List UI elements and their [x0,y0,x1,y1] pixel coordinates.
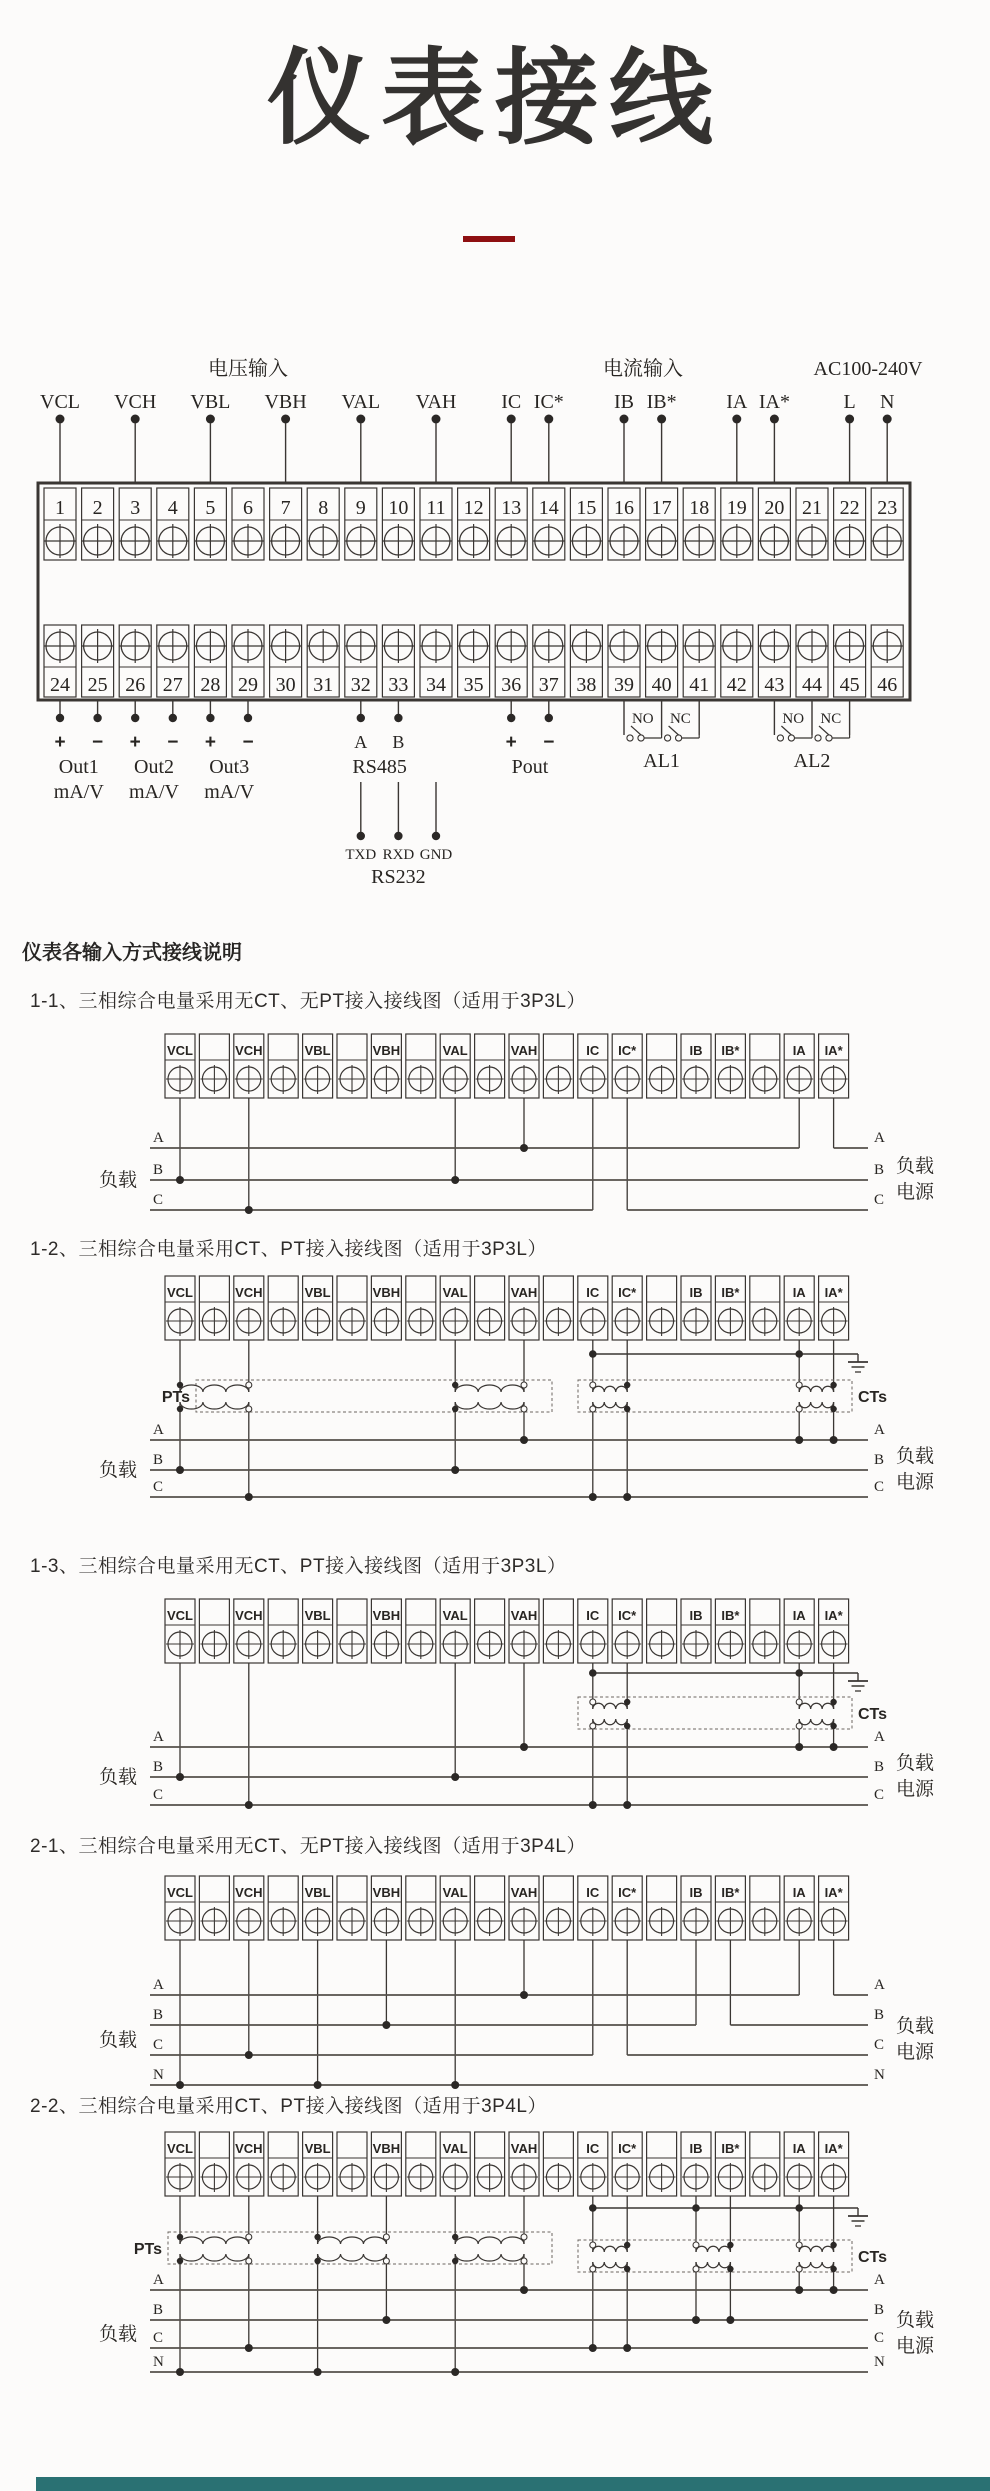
svg-text:2: 2 [92,497,103,519]
svg-text:VAH: VAH [510,1285,538,1300]
svg-text:29: 29 [238,674,258,696]
svg-text:IA: IA [726,391,748,413]
svg-text:电源: 电源 [896,1182,935,1203]
svg-text:B: B [392,732,405,752]
svg-text:1: 1 [55,497,65,519]
svg-text:VBH: VBH [372,1885,401,1900]
svg-text:负载: 负载 [98,1170,138,1191]
svg-text:36: 36 [501,674,522,696]
footer-accent-bar [36,2477,990,2491]
svg-text:VAL: VAL [442,2141,468,2156]
svg-text:IB*: IB* [721,1608,740,1623]
svg-text:N: N [879,391,895,413]
svg-text:B: B [874,1452,885,1468]
page-title: 仪表接线 [266,41,723,157]
svg-text:A: A [874,2272,885,2288]
svg-text:VBL: VBL [304,1885,331,1900]
svg-text:IA*: IA* [824,1285,843,1300]
svg-text:35: 35 [463,674,484,696]
title-accent-dash [463,236,515,242]
svg-text:IB: IB [614,391,634,413]
svg-text:N: N [153,2067,164,2083]
svg-text:IB: IB [689,2141,703,2156]
svg-text:IB*: IB* [721,1885,740,1900]
svg-text:B: B [153,1162,164,1178]
svg-text:负载: 负载 [896,1446,935,1467]
svg-text:VBL: VBL [304,1285,331,1300]
svg-text:B: B [874,2302,885,2318]
svg-text:−: − [167,732,179,753]
svg-text:A: A [153,2272,164,2288]
svg-text:IA: IA [792,1885,806,1900]
svg-text:VBL: VBL [304,1043,331,1058]
svg-text:IB: IB [689,1608,703,1623]
svg-text:VCH: VCH [235,1608,263,1623]
svg-text:44: 44 [802,674,822,696]
svg-text:VAL: VAL [442,1285,468,1300]
svg-text:AL1: AL1 [643,750,680,772]
svg-text:22: 22 [839,497,860,519]
svg-text:VBH: VBH [372,2141,401,2156]
svg-text:13: 13 [501,497,522,519]
svg-text:VAH: VAH [415,391,457,413]
svg-text:A: A [153,1130,164,1146]
svg-text:23: 23 [877,497,898,519]
svg-text:IA*: IA* [824,1608,843,1623]
diagram-1-2 [0,1262,990,1514]
svg-text:IB: IB [689,1043,703,1058]
svg-text:VCL: VCL [167,2141,193,2156]
svg-text:IB*: IB* [721,2141,740,2156]
svg-text:A: A [874,1729,885,1745]
svg-text:AL2: AL2 [793,750,831,772]
svg-text:VBL: VBL [190,391,231,413]
svg-text:IC*: IC* [618,1043,637,1058]
svg-text:VCL: VCL [167,1608,193,1623]
svg-text:27: 27 [162,674,183,696]
svg-text:16: 16 [614,497,634,519]
svg-text:VCH: VCH [235,1043,263,1058]
svg-text:负载: 负载 [98,2030,138,2051]
svg-text:B: B [874,1759,885,1775]
svg-text:VBH: VBH [372,1043,401,1058]
svg-text:6: 6 [243,497,253,519]
svg-text:IC: IC [586,1043,600,1058]
svg-text:Out3: Out3 [209,756,250,778]
svg-text:IC: IC [586,2141,600,2156]
svg-text:39: 39 [614,674,634,696]
svg-text:GND: GND [419,847,453,863]
svg-text:TXD: TXD [345,847,377,863]
svg-text:mA/V: mA/V [129,781,179,803]
svg-text:VBH: VBH [372,1608,401,1623]
svg-text:NO: NO [631,711,654,727]
svg-text:+: + [505,732,517,753]
svg-text:34: 34 [426,674,446,696]
svg-text:C: C [874,2330,885,2346]
svg-text:VCL: VCL [167,1885,193,1900]
svg-text:VCH: VCH [235,2141,263,2156]
svg-text:N: N [153,2354,164,2370]
svg-text:PTs: PTs [133,2241,162,2258]
diagram-1-1 [0,1020,990,1235]
svg-text:VAL: VAL [341,391,381,413]
svg-text:40: 40 [651,674,672,696]
svg-text:15: 15 [576,497,597,519]
svg-text:A: A [153,1422,164,1438]
section-heading: 仪表各输入方式接线说明 [22,942,242,964]
svg-text:14: 14 [538,497,559,519]
svg-text:21: 21 [802,497,822,519]
svg-text:43: 43 [764,674,785,696]
diagram-title-2-1: 2-1、三相综合电量采用无CT、无PT接入接线图（适用于3P4L） [30,1836,586,1857]
svg-text:NC: NC [820,711,842,727]
svg-text:VCL: VCL [167,1285,193,1300]
svg-text:17: 17 [651,497,672,519]
svg-text:26: 26 [125,674,146,696]
svg-text:−: − [92,732,104,753]
svg-text:C: C [153,2330,164,2346]
svg-text:9: 9 [355,497,366,519]
svg-text:VBL: VBL [304,2141,331,2156]
svg-text:VAL: VAL [442,1608,468,1623]
svg-text:IB*: IB* [721,1043,740,1058]
svg-text:负载: 负载 [896,1753,935,1774]
svg-text:RS485: RS485 [352,756,407,778]
svg-text:VAH: VAH [510,1885,538,1900]
svg-text:30: 30 [275,674,296,696]
svg-text:A: A [153,1977,164,1993]
svg-text:C: C [874,1787,885,1803]
svg-text:B: B [874,2007,885,2023]
svg-text:IC*: IC* [618,1285,637,1300]
svg-text:+: + [204,732,216,753]
svg-text:C: C [153,1787,164,1803]
svg-text:电流输入: 电流输入 [603,358,683,380]
svg-text:−: − [242,732,254,753]
svg-text:12: 12 [463,497,484,519]
svg-text:VCH: VCH [114,391,157,413]
svg-text:7: 7 [280,497,291,519]
svg-text:NO: NO [782,711,805,727]
svg-text:Out2: Out2 [134,756,174,778]
svg-text:41: 41 [689,674,710,696]
svg-text:A: A [874,1422,885,1438]
svg-text:AC100-240V: AC100-240V [813,358,923,380]
svg-text:11: 11 [426,497,446,519]
svg-text:18: 18 [689,497,710,519]
svg-text:28: 28 [200,674,221,696]
diagram-2-1 [0,1862,990,2095]
svg-text:3: 3 [130,497,141,519]
svg-text:IC: IC [501,391,522,413]
svg-text:IB: IB [689,1885,703,1900]
svg-text:19: 19 [726,497,747,519]
svg-text:VAH: VAH [510,2141,538,2156]
svg-text:Pout: Pout [511,756,549,778]
svg-text:CTs: CTs [858,2249,888,2266]
svg-text:负载: 负载 [896,2016,935,2037]
svg-text:IA*: IA* [824,2141,843,2156]
svg-text:L: L [843,391,856,413]
svg-text:IA*: IA* [824,1885,843,1900]
svg-text:B: B [153,2007,164,2023]
svg-text:VCH: VCH [235,1885,263,1900]
svg-text:N: N [874,2067,885,2083]
svg-text:20: 20 [764,497,785,519]
svg-text:PTs: PTs [161,1389,190,1406]
svg-text:IB: IB [689,1285,703,1300]
svg-text:38: 38 [576,674,597,696]
svg-text:IC*: IC* [533,391,564,413]
svg-text:C: C [153,1192,164,1208]
svg-text:42: 42 [726,674,747,696]
svg-text:IC: IC [586,1285,600,1300]
svg-text:25: 25 [87,674,108,696]
svg-text:37: 37 [538,674,559,696]
svg-text:5: 5 [205,497,216,519]
svg-text:VCL: VCL [167,1043,193,1058]
svg-text:A: A [354,732,368,752]
svg-text:A: A [874,1130,885,1146]
svg-text:Out1: Out1 [58,756,99,778]
svg-text:B: B [153,2302,164,2318]
svg-text:C: C [874,2037,885,2053]
svg-text:负载: 负载 [98,2324,138,2345]
svg-text:B: B [874,1162,885,1178]
svg-text:33: 33 [388,674,409,696]
svg-text:VBH: VBH [372,1285,401,1300]
svg-text:4: 4 [167,497,178,519]
svg-text:IC: IC [586,1885,600,1900]
svg-text:mA/V: mA/V [204,781,255,803]
svg-text:+: + [54,732,66,753]
diagram-title-2-2: 2-2、三相综合电量采用CT、PT接入接线图（适用于3P4L） [30,2096,547,2117]
svg-text:C: C [874,1192,885,1208]
svg-text:VAL: VAL [442,1885,468,1900]
svg-text:RS232: RS232 [371,866,426,888]
svg-text:IA: IA [792,1043,806,1058]
svg-text:mA/V: mA/V [53,781,104,803]
svg-text:C: C [153,2037,164,2053]
svg-text:IC*: IC* [618,1885,637,1900]
diagram-1-3 [0,1585,990,1820]
svg-text:A: A [874,1977,885,1993]
svg-text:负载: 负载 [896,2310,935,2331]
svg-text:CTs: CTs [858,1706,888,1723]
svg-text:IA: IA [792,1608,806,1623]
svg-text:C: C [153,1479,164,1495]
svg-text:IC*: IC* [618,1608,637,1623]
svg-text:24: 24 [50,674,70,696]
svg-text:CTs: CTs [858,1389,888,1406]
svg-text:VAH: VAH [510,1043,538,1058]
svg-text:VBH: VBH [264,391,307,413]
diagram-2-2 [0,2118,990,2388]
svg-text:IB*: IB* [721,1285,740,1300]
svg-text:IA: IA [792,1285,806,1300]
main-terminal-diagram [0,320,990,900]
svg-text:VBL: VBL [304,1608,331,1623]
diagram-title-1-1: 1-1、三相综合电量采用无CT、无PT接入接线图（适用于3P3L） [30,991,586,1012]
svg-text:NC: NC [669,711,691,727]
svg-text:+: + [129,732,141,753]
svg-text:负载: 负载 [98,1460,138,1481]
svg-text:IA: IA [792,2141,806,2156]
svg-text:32: 32 [350,674,371,696]
svg-text:46: 46 [877,674,898,696]
svg-text:45: 45 [839,674,860,696]
svg-text:电源: 电源 [896,2042,935,2063]
svg-text:IA*: IA* [824,1043,843,1058]
svg-text:C: C [874,1479,885,1495]
svg-text:VAL: VAL [442,1043,468,1058]
svg-text:VAH: VAH [510,1608,538,1623]
svg-text:IC: IC [586,1608,600,1623]
svg-text:负载: 负载 [896,1156,935,1177]
svg-text:N: N [874,2354,885,2370]
svg-text:VCH: VCH [235,1285,263,1300]
svg-text:电源: 电源 [896,1472,935,1493]
svg-text:电源: 电源 [896,1779,935,1800]
diagram-title-1-3: 1-3、三相综合电量采用无CT、PT接入接线图（适用于3P3L） [30,1556,567,1577]
svg-text:IC*: IC* [618,2141,637,2156]
svg-text:电源: 电源 [896,2336,935,2357]
svg-text:10: 10 [388,497,409,519]
svg-text:IA*: IA* [758,391,790,413]
svg-text:8: 8 [318,497,329,519]
svg-text:B: B [153,1759,164,1775]
svg-text:31: 31 [313,674,334,696]
svg-text:VCL: VCL [40,391,80,413]
svg-text:电压输入: 电压输入 [208,358,288,380]
diagram-title-1-2: 1-2、三相综合电量采用CT、PT接入接线图（适用于3P3L） [30,1239,547,1260]
svg-text:RXD: RXD [382,847,415,863]
svg-text:负载: 负载 [98,1767,138,1788]
svg-text:B: B [153,1452,164,1468]
svg-text:A: A [153,1729,164,1745]
svg-text:IB*: IB* [646,391,677,413]
svg-text:−: − [543,732,555,753]
